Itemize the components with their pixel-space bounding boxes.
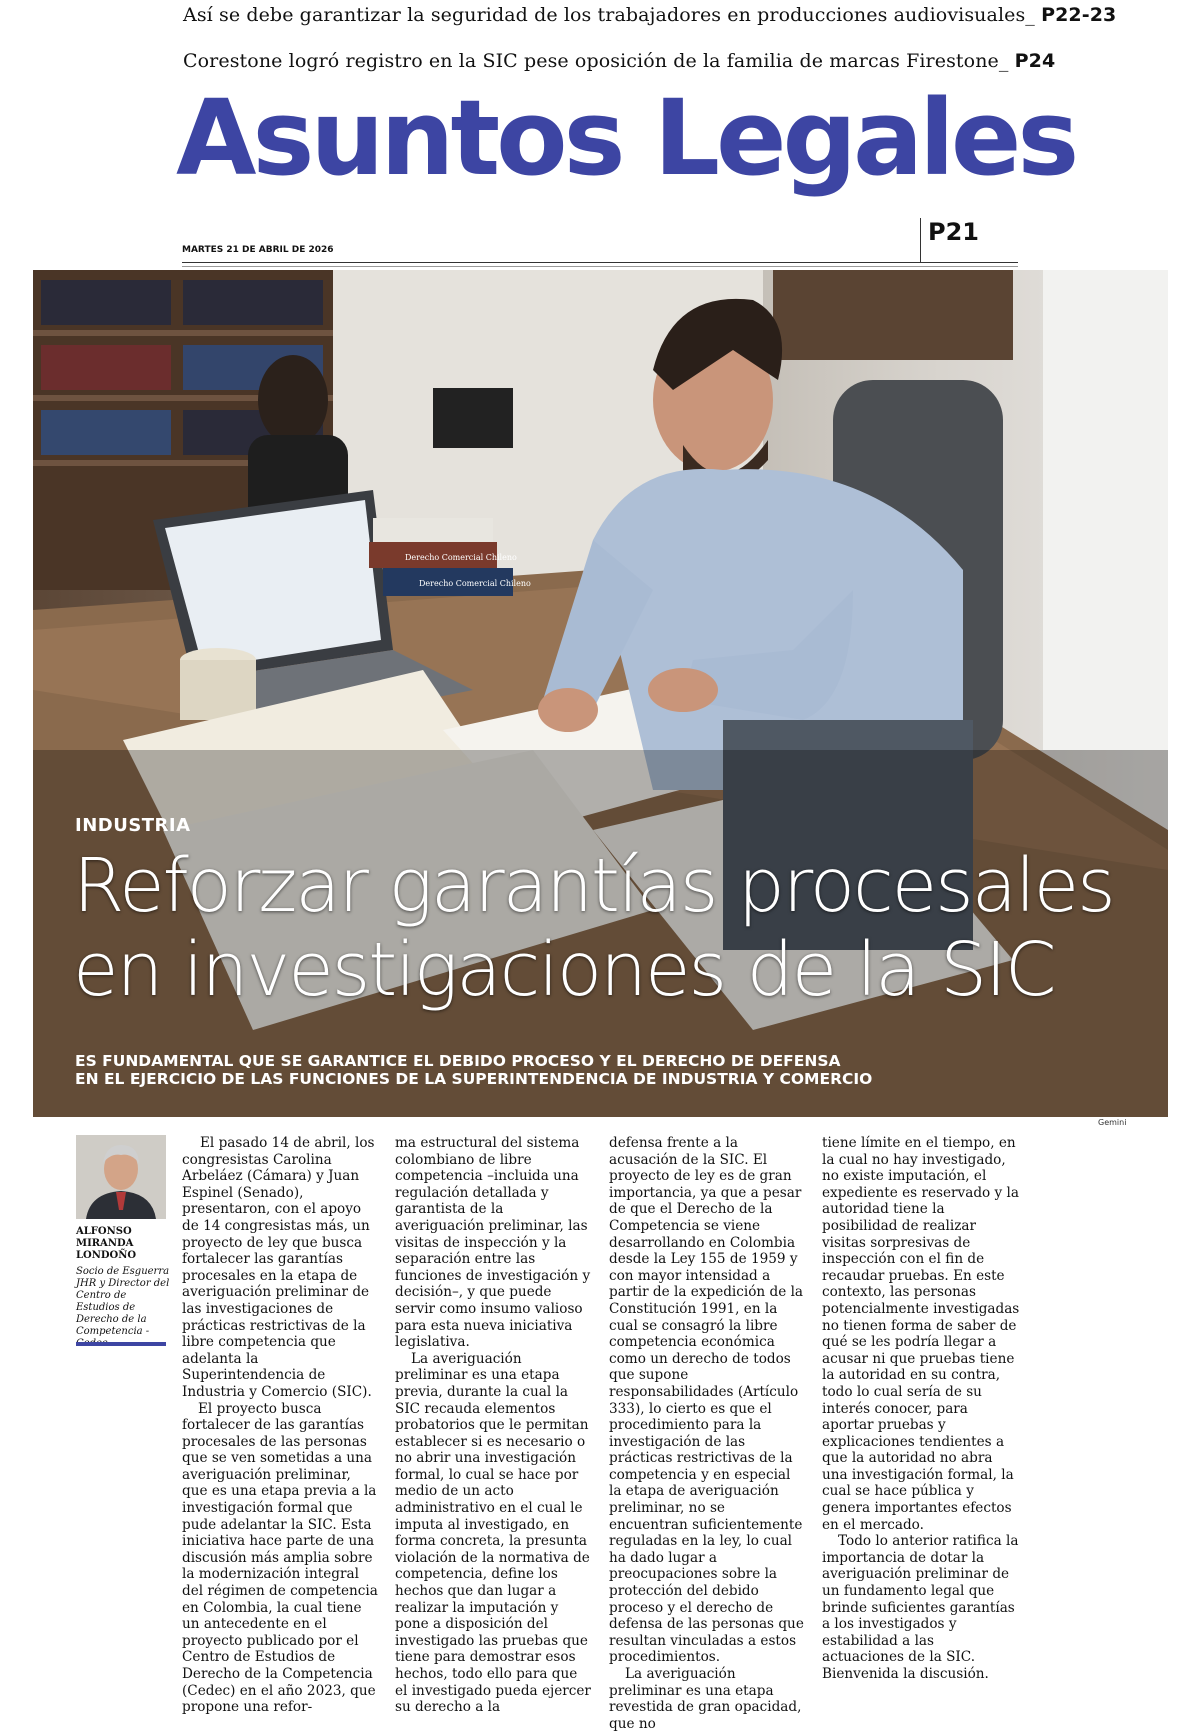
header-rule-secondary [182,266,1018,267]
book-spine-title-2: Derecho Comercial Chileno [419,579,531,588]
body-column-3 [609,1135,807,1732]
body-column-2 [395,1135,593,1716]
body-paragraph: defensa frente a la acusación de la SIC. El proyecto de ley es de gran importancia, ya que a pesar de que el Derecho de la Competencia se viene desarrollando en Colombia desde la Ley 155 de 1959 y con mayor intensidad a partir de la expedición de la Constitución 1991, en la cual se consagró la libre competencia económica como un derecho de todos que supone responsabilidades (Artículo 333), lo cierto es que el procedimiento para la investigación de las prácticas restrictivas de la competencia y en especial la etapa de averiguación preliminar, no se encuentran suficientemente reguladas en la ley, lo cual ha dado lugar a preocupaciones sobre la protección del debido proceso y el derecho de defensa de las personas que resultan vinculadas a estos procedimientos. [609,1135,804,1666]
body-paragraph: Todo lo anterior ratifica la importancia de dotar la averiguación preliminar de un fundamento legal que brinde suficientes garantías a los investigados y estabilidad a las actuaciones de la SIC. Bienvenida la discusión. [822,1533,1019,1682]
article-kicker: INDUSTRIA [75,815,191,836]
lead-photo [33,270,1168,1117]
deck-line-1: ES FUNDAMENTAL QUE SE GARANTICE EL DEBIDO PROCESO Y EL DERECHO DE DEFENSA [75,1052,841,1070]
issue-date: MARTES 21 DE ABRIL DE 2026 [182,245,334,255]
photo-credit: Gemini [1098,1118,1127,1127]
teaser-1-page: P22-23 [1041,4,1117,26]
teaser-1-text: Así se debe garantizar la seguridad de los trabajadores en producciones audiovisuales_ [183,4,1035,26]
body-paragraph: ma estructural del sistema colombiano de libre competencia –incluida una regulación detallada y garantista de la averiguación preliminar, las visitas de inspección y la separación entre las funciones de investigación y decisión–, y que puede servir como insumo valioso para esta nueva iniciativa legislativa. [395,1135,591,1351]
header-rule [182,262,1018,263]
header-divider [920,218,921,262]
teaser-1[interactable] [183,4,1116,26]
body-paragraph: El proyecto busca fortalecer de las garantías procesales de las personas que se ven sometidas a una averiguación preliminar, que es una etapa previa a la investigación formal que pude adelantar la SIC. Esta iniciativa hace parte de una discusión más amplia sobre la modernización integral del régimen de competencia en Colombia, la cual tiene un antecedente en el proyecto publicado por el Centro de Estudios de Derecho de la Competencia (Cedec) en el año 2023, que propone una refor- [182,1400,378,1716]
teaser-2-text: Corestone logró registro en la SIC pese oposición de la familia de marcas Firestone_ [183,50,1009,72]
headline-line-1: Reforzar garantías procesales [73,843,1114,929]
teaser-2[interactable] [183,50,1055,72]
article-headline [73,844,1114,1012]
page-number: P21 [928,218,979,246]
author-role: Socio de Esguerra JHR y Director del Centro de Estudios de Derecho de la Competencia - [76,1266,170,1337]
headline-line-2: en investigaciones de la SIC [73,927,1055,1013]
body-paragraph: La averiguación preliminar es una etapa revestida de gran opacidad, que no [609,1666,802,1732]
body-paragraph: El pasado 14 de abril, los congresistas Carolina Arbeláez (Cámara) y Juan Espinel (Senado), presentaron, con el apoyo de 14 congresistas más, un proyecto de ley que busca fortalecer las garantías procesales en la etapa de averiguación preliminar de las investigaciones de prácticas restrictivas de la libre competencia que adelanta la Superintendencia de Industria y Comercio (SIC). [182,1135,375,1400]
article-deck [75,1052,872,1088]
author-portrait [76,1135,166,1219]
masthead: Asuntos Legales [176,77,1076,199]
author-name: ALFONSO MIRANDA LONDOÑO [76,1226,137,1261]
body-column-1 [182,1135,380,1716]
body-paragraph: La averiguación preliminar es una etapa previa, durante la cual la SIC recauda elementos probatorios que le permitan establecer si es necesario o no abrir una investigación formal, lo cual se hace por medio de un acto administrativo en el cual le imputa al investigado, en forma concreta, la presunta violación de la normativa de competencia, define los hechos que dan lugar a realizar la imputación y pone a disposición del investigado las pruebas que tiene para demostrar esos hechos, todo ello para que el investigado pueda ejercer su derecho a la [395,1350,591,1716]
author-accent-bar [76,1342,166,1346]
book-spine-title-1: Derecho Comercial Chileno [405,553,517,562]
body-column-4 [822,1135,1020,1683]
deck-line-2: EN EL EJERCICIO DE LAS FUNCIONES DE LA SUPERINTENDENCIA DE INDUSTRIA Y COMERCIO [75,1070,873,1088]
body-paragraph: tiene límite en el tiempo, en la cual no hay investigado, no existe imputación, el expediente es reservado y la autoridad tiene la posibilidad de realizar visitas sorpresivas de inspección con el fin de recaudar pruebas. En este contexto, las personas potencialmente investigadas no tienen forma de saber de qué se les podría llegar a acusar ni que pruebas tiene la autoridad en su contra, todo lo cual sería de su interés conocer, para aportar pruebas y explicaciones tendientes a que la autoridad no abra una investigación formal, la cual se hace pública y genera importantes efectos en el mercado. [822,1135,1020,1533]
teaser-2-page: P24 [1014,50,1056,72]
author-avatar [76,1135,166,1219]
